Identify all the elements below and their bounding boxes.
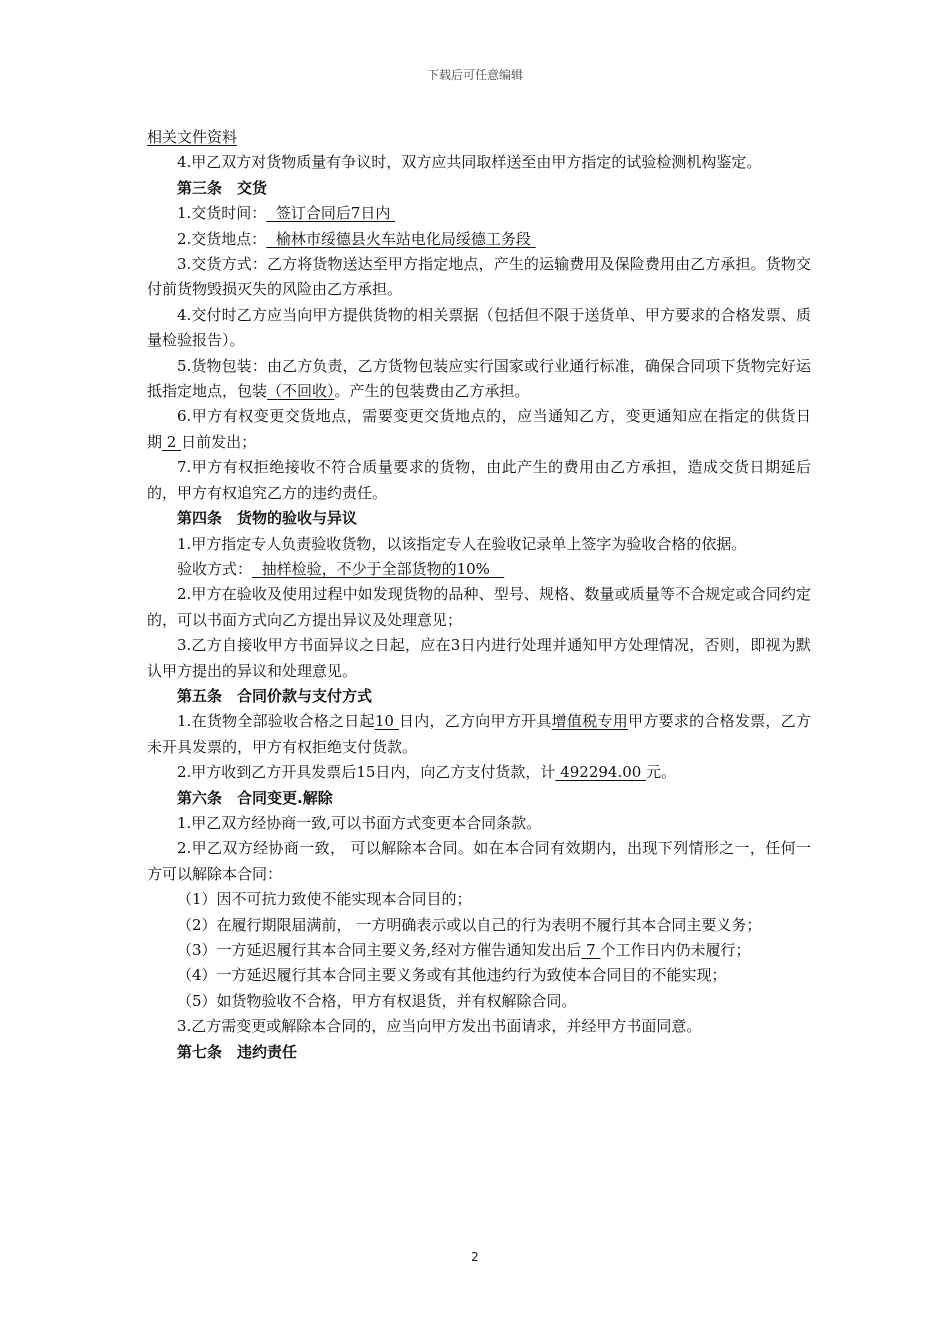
delivery-place-text: 榆林市绥德县火车站电化局绥德工务段	[275, 229, 531, 248]
section-number: 第六条	[177, 788, 223, 807]
paragraph-party-b-request: 3.乙方需变更或解除本合同的，应当向甲方发出书面请求，并经甲方书面同意。	[177, 1017, 702, 1036]
change-days-text: 2	[166, 432, 177, 451]
change-location-text: 6.甲方有权变更交货地点，需要变更交货地点的，应当通知乙方，变更通知应在指定的供货日期	[147, 407, 811, 451]
paragraph-delivery-method: 3.交货方式：乙方将货物送达至甲方指定地点，产生的运输费用及保险费用由乙方承担。货物交付前货物毁损灭失的风险由乙方承担。	[147, 255, 811, 299]
change-days-value	[162, 433, 181, 451]
delivery-place-label: 2.交货地点：	[177, 229, 267, 248]
paragraph-delivery-place	[147, 227, 811, 252]
case-3-text-end: 个工作日内仍未履行；	[600, 941, 751, 959]
paragraph-delivery-time	[147, 201, 811, 226]
delivery-time-value	[266, 204, 395, 222]
invoice-days-text: 10	[374, 712, 394, 731]
packaging-text-end: 。产生的包装费由乙方承担。	[334, 382, 530, 401]
packaging-text: 5.货物包装：由乙方负责，乙方货物包装应实行国家或行业通行标准，确保合同项下货物完好运抵指定地点，包装	[147, 356, 811, 401]
delivery-time-text: 签订合同后7日内	[275, 204, 391, 223]
related-docs-text: 相关文件资料	[147, 128, 238, 146]
payment-text: 2.甲方收到乙方开具发票后15日内，向乙方支付货款，计	[177, 763, 556, 782]
paragraph-objection: 2.甲方在验收及使用过程中如发现货物的品种、型号、规格、数量或质量等不合规定或合同约定的，可以书面方式向乙方提出异议及处理意见；	[147, 585, 811, 629]
section-title: 货物的验收与异议	[237, 509, 358, 528]
paragraph-modify: 1.甲乙双方经协商一致,可以书面方式变更本合同条款。	[177, 813, 542, 832]
paragraph-terminate-case-3	[147, 938, 811, 963]
paragraph-terminate: 2.甲乙双方经协商一致， 可以解除本合同。如在本合同有效期内，出现下列情形之一，任何一方可以解除本合同：	[147, 839, 811, 883]
section-heading-6	[147, 786, 811, 811]
paragraph-inspector: 1.甲方指定专人负责验收货物，以该指定专人在验收记录单上签字为验收合格的依据。	[177, 534, 747, 553]
page-number: 2	[471, 1250, 479, 1264]
section-number: 第四条	[177, 509, 223, 528]
section-heading-5	[147, 684, 811, 709]
paragraph-terminate-case-5: （5）如货物验收不合格，甲方有权退货，并有权解除合同。	[177, 991, 577, 1010]
inspection-method-text: 抽样检验，不少于全部货物的10%	[261, 559, 490, 578]
section-title: 违约责任	[237, 1042, 298, 1061]
paragraph-invoice	[147, 709, 811, 760]
paragraph-packaging	[147, 354, 811, 405]
section-number: 第五条	[177, 686, 223, 705]
section-title: 合同价款与支付方式	[237, 686, 373, 705]
invoice-days-value	[375, 712, 399, 730]
case-3-text: （3）一方延迟履行其本合同主要义务,经对方催告通知发出后	[177, 941, 582, 959]
paragraph-objection-handling: 3.乙方自接收甲方书面异议之日起，应在3日内进行处理并通知甲方处理情况，否则，即视为默认甲方提出的异议和处理意见。	[147, 636, 811, 680]
paragraph-reject-goods: 7.甲方有权拒绝接收不符合质量要求的货物，由此产生的费用由乙方承担，造成交货日期延后的，甲方有权追究乙方的违约责任。	[147, 458, 811, 502]
paragraph-related-docs	[147, 125, 811, 150]
paragraph-quality-dispute: 4.甲乙双方对货物质量有争议时，双方应共同取样送至由甲方指定的试验检测机构鉴定。	[177, 153, 762, 172]
case-3-days-value	[581, 941, 600, 959]
section-number: 第七条	[177, 1042, 223, 1061]
section-title: 交货	[237, 178, 268, 197]
invoice-text-mid: 日内，乙方向甲方开具	[398, 712, 552, 731]
contract-body	[147, 125, 811, 1065]
paragraph-delivery-documents: 4.交付时乙方应当向甲方提供货物的相关票据（包括但不限于送货单、甲方要求的合格发票、质量检验报告）。	[147, 305, 811, 350]
case-3-days-text: 7	[586, 941, 596, 959]
packaging-value: （不回收）	[267, 382, 335, 401]
section-heading-4	[147, 506, 811, 531]
inspection-method-label: 验收方式：	[177, 559, 253, 578]
section-number: 第三条	[177, 178, 223, 197]
page-header: 下载后可任意编辑	[426, 68, 523, 82]
change-location-text-end: 日前发出；	[181, 432, 257, 451]
paragraph-payment	[147, 760, 811, 785]
payment-amount-text: 492294.00	[560, 763, 642, 782]
paragraph-terminate-case-1: （1）因不可抗力致使不能实现本合同目的；	[177, 890, 472, 909]
paragraph-inspection-method	[147, 557, 811, 582]
invoice-text-end: 甲方要求的合格发票，乙方未开具发票的，甲方有权拒绝支付货款。	[147, 712, 811, 756]
inspection-method-value	[252, 560, 504, 578]
section-heading-7	[147, 1040, 811, 1065]
invoice-text: 1.在货物全部验收合格之日起	[177, 712, 375, 731]
payment-text-end: 元。	[646, 763, 677, 782]
paragraph-change-location	[147, 404, 811, 455]
paragraph-terminate-case-4: （4）一方延迟履行其本合同主要义务或有其他违约行为致使本合同目的不能实现；	[177, 966, 727, 985]
section-title: 合同变更.解除	[237, 788, 333, 807]
delivery-place-value	[266, 230, 535, 248]
section-heading-3	[147, 176, 811, 201]
invoice-type-value: 增值税专用	[551, 712, 629, 731]
delivery-time-label: 1.交货时间：	[177, 204, 267, 223]
payment-amount-value	[555, 763, 646, 781]
paragraph-terminate-case-2: （2）在履行期限届满前， 一方明确表示或以自己的行为表明不履行其本合同主要义务；	[177, 915, 762, 934]
